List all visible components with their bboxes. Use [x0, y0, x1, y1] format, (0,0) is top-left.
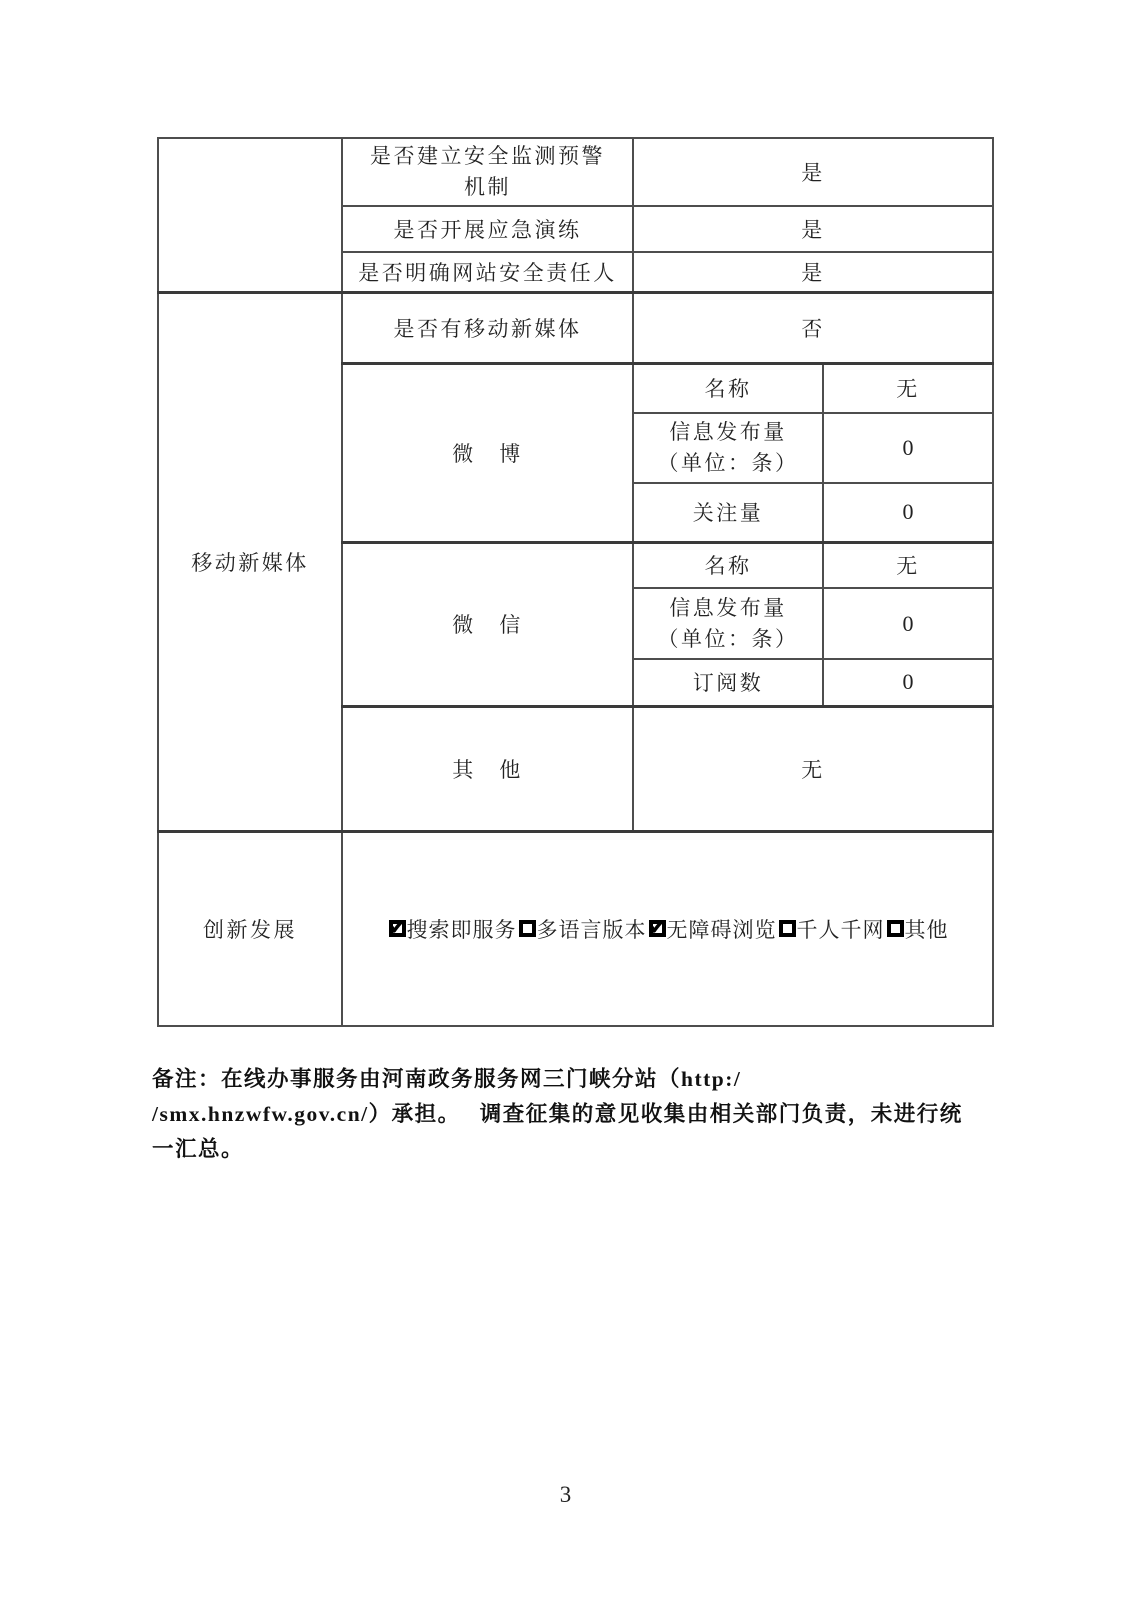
- footnote-line: 备注：在线办事服务由河南政务服务网三门峡分站（http:/: [152, 1067, 742, 1091]
- checkbox-unchecked-icon: [519, 920, 536, 937]
- weibo-followers-value: 0: [823, 483, 993, 542]
- empty-section-cell: [158, 138, 342, 292]
- option-label: 搜索即服务: [406, 917, 517, 942]
- label-line: 信息发布量: [669, 420, 787, 444]
- section-label-innovation: 创新发展: [158, 831, 342, 1026]
- question-emergency-drill: 是否开展应急演练: [342, 206, 633, 252]
- footnote-line: /smx.hnzwfw.gov.cn/）承担。 调查征集的意见收集由相关部门负责，未进行统: [152, 1102, 963, 1126]
- checkbox-checked-icon: ✔: [389, 918, 405, 940]
- table-row: [158, 292, 993, 363]
- question-has-new-media: 是否有移动新媒体: [342, 292, 633, 363]
- answer-has-new-media: 否: [633, 292, 993, 363]
- innovation-check-strip: [347, 914, 988, 944]
- question-security-responsible: 是否明确网站安全责任人: [342, 252, 633, 292]
- wechat-name-value: 无: [823, 542, 993, 588]
- option-label: 其他: [904, 917, 949, 942]
- checkbox-checked-icon: ✔: [649, 918, 665, 940]
- question-label: [347, 141, 628, 203]
- checkbox-unchecked-icon: [779, 920, 796, 937]
- wechat-name-label: 名称: [633, 542, 823, 588]
- option-personalized: [777, 914, 885, 944]
- answer-emergency-drill: 是: [633, 206, 993, 252]
- option-label: 无障碍浏览: [666, 917, 777, 942]
- option-search-as-service: [387, 914, 517, 944]
- wechat-subscribers-label: 订阅数: [633, 659, 823, 706]
- option-label: 多语言版本: [536, 917, 647, 942]
- innovation-options-cell: [342, 831, 993, 1026]
- weibo-followers-label: 关注量: [633, 483, 823, 542]
- report-table: [157, 137, 994, 1027]
- weibo-name-value: 无: [823, 363, 993, 413]
- checkbox-unchecked-icon: [887, 920, 904, 937]
- wechat-posts-value: 0: [823, 588, 993, 659]
- option-multilingual: [517, 914, 647, 944]
- weibo-posts-value: 0: [823, 413, 993, 483]
- page-number: 3: [559, 1482, 572, 1507]
- option-accessibility: [647, 914, 777, 944]
- other-media-label: 其 他: [342, 706, 633, 831]
- other-media-value: 无: [633, 706, 993, 831]
- weibo-label: 微 博: [342, 363, 633, 542]
- question-security-monitoring: [342, 138, 633, 206]
- wechat-label: 微 信: [342, 542, 633, 706]
- label-line: 信息发布量: [669, 595, 787, 620]
- question-line: 机制: [464, 175, 511, 199]
- option-other: [885, 914, 949, 944]
- wechat-posts-label: [633, 588, 823, 659]
- option-label: 千人千网: [796, 917, 885, 942]
- question-line: 是否建立安全监测预警: [370, 144, 605, 168]
- footnote: [152, 1062, 997, 1167]
- weibo-name-label: 名称: [633, 363, 823, 413]
- label-line: （单位：条）: [657, 626, 799, 651]
- footnote-line: 一汇总。: [152, 1137, 245, 1161]
- answer-security-responsible: 是: [633, 252, 993, 292]
- section-label-mobile-media: 移动新媒体: [158, 292, 342, 831]
- table-row: [158, 138, 993, 206]
- weibo-posts-label: [633, 413, 823, 483]
- answer-security-monitoring: 是: [633, 138, 993, 206]
- label-line: （单位：条）: [657, 451, 799, 475]
- wechat-subscribers-value: 0: [823, 659, 993, 706]
- table-row: [158, 831, 993, 1026]
